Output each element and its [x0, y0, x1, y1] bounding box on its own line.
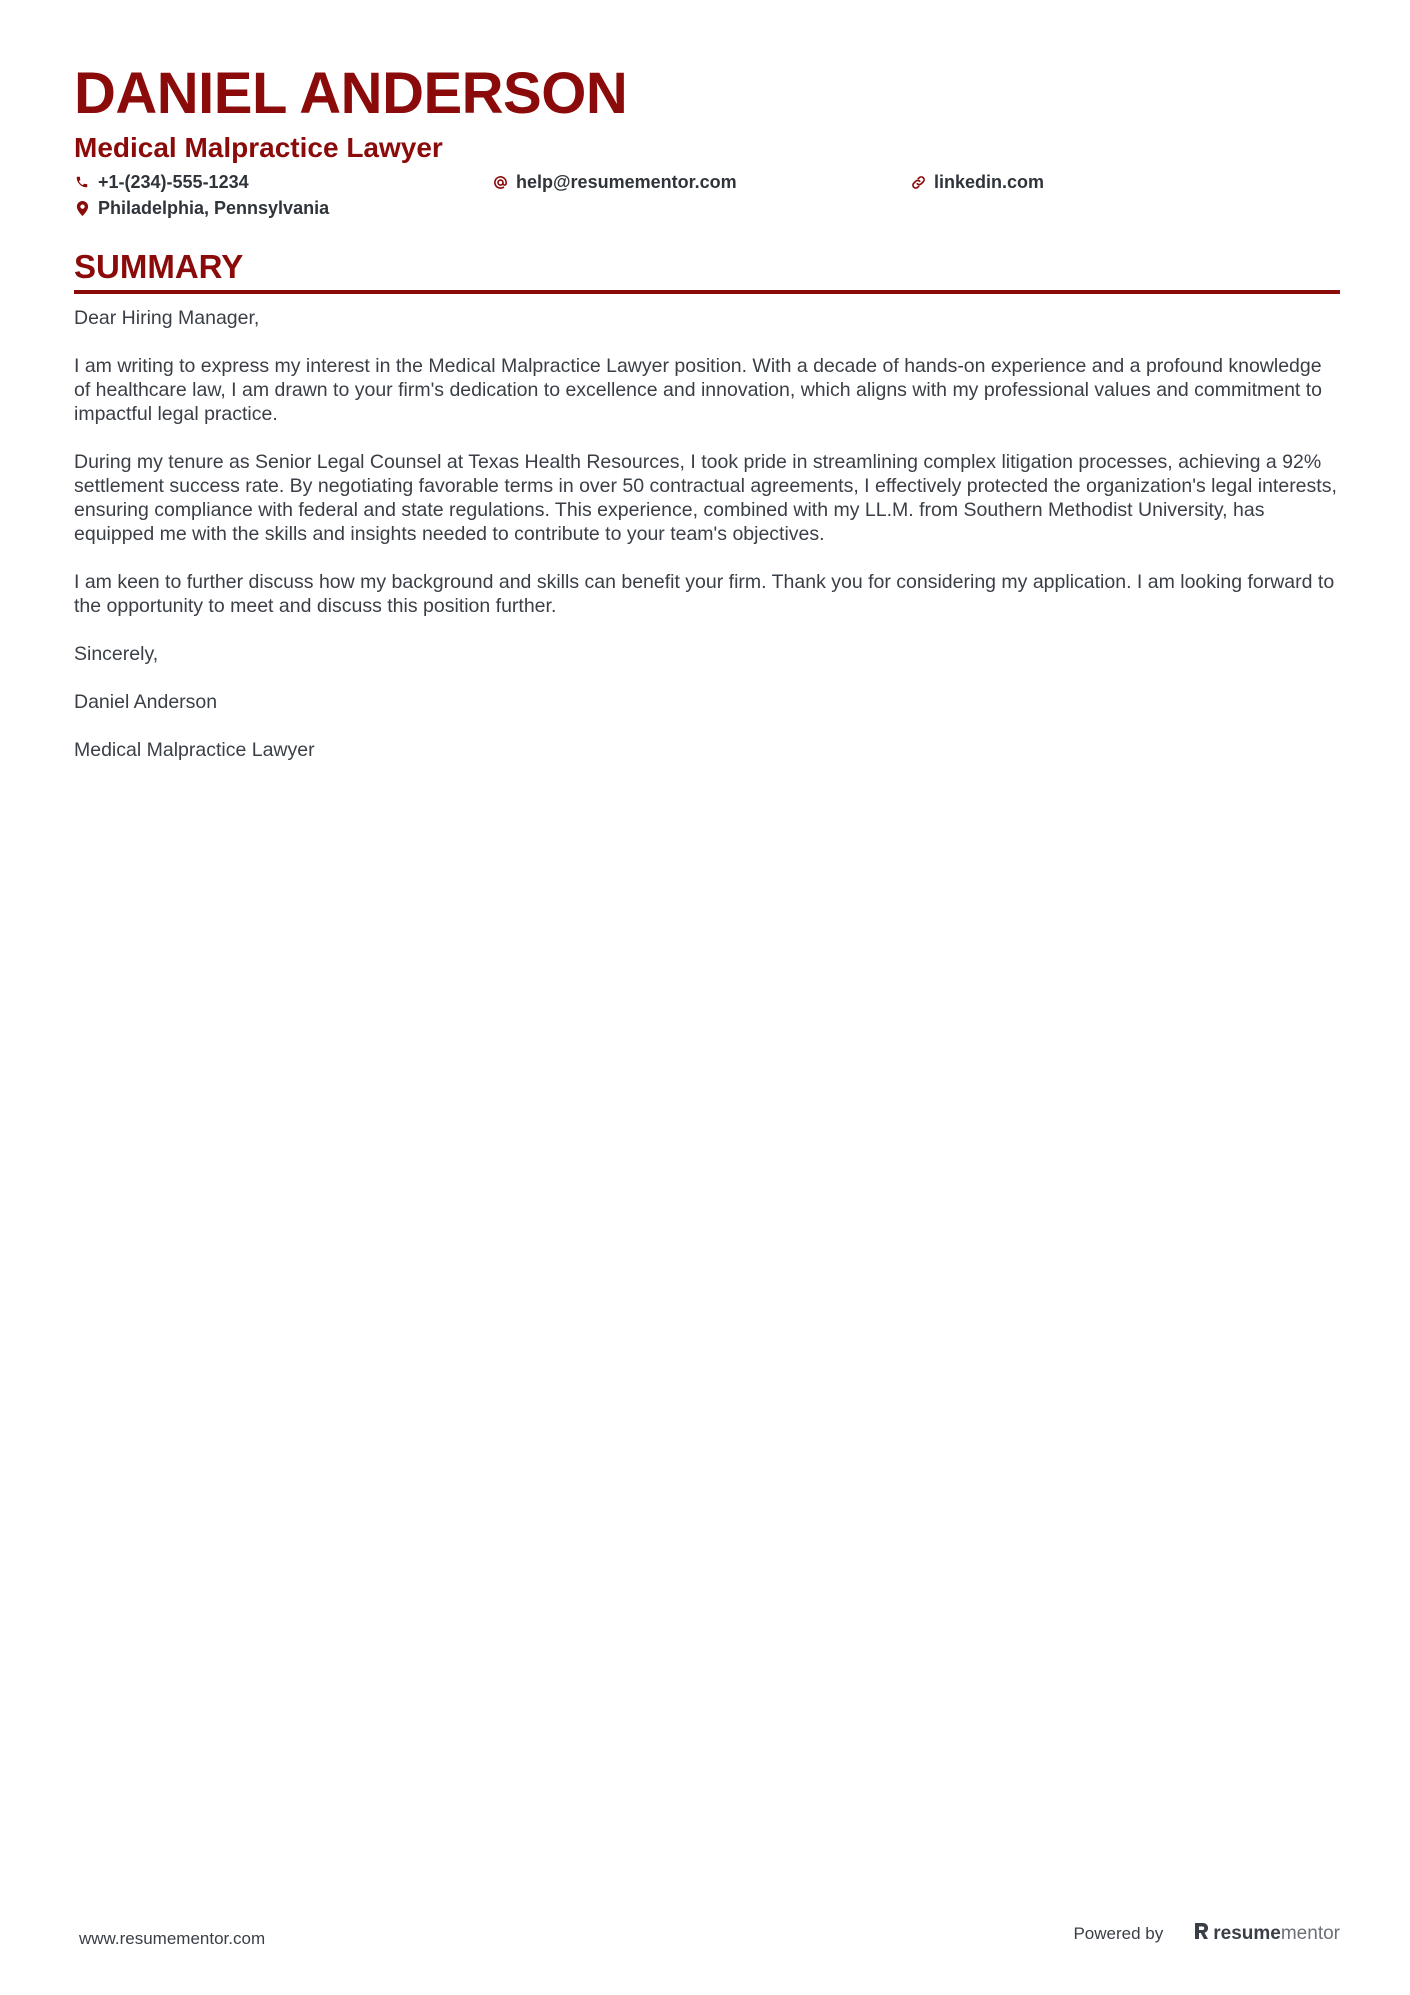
signature-name: Daniel Anderson	[74, 691, 218, 713]
candidate-name: DANIEL ANDERSON	[74, 61, 628, 126]
phone-text[interactable]: +1-(234)-555-1234	[98, 172, 249, 192]
letter-paragraph: During my tenure as Senior Legal Counsel at Texas Health Resources, I took pride in streamlining complex litigation processes, achieving a 92% settlement success rate. By negotiating favorable terms in over 50 contractual agreements, I effectively protected the organization's legal interests, ensuring compliance with federal and state regulations. This experience, combined with my LL.M. from Southern Methodist University, has equipped me with the skills and insights needed to contribute to your team's objectives.	[74, 451, 1337, 545]
at-icon	[492, 174, 508, 190]
footer-website[interactable]: www.resumementor.com	[79, 1929, 266, 1948]
linkedin-text[interactable]: linkedin.com	[934, 172, 1045, 192]
brand-text-bold: resume	[1213, 1923, 1281, 1944]
brand-text-light: mentor	[1280, 1923, 1340, 1944]
footer-branding	[1073, 1922, 1340, 1946]
salutation: Dear Hiring Manager,	[74, 307, 260, 329]
brand-logo[interactable]	[1193, 1922, 1340, 1946]
summary-heading: SUMMARY	[74, 248, 244, 285]
powered-by-label: Powered by	[1073, 1924, 1164, 1943]
contact-phone	[74, 172, 492, 192]
location-text: Philadelphia, Pennsylvania	[98, 198, 330, 218]
resumementor-logo-icon	[1193, 1922, 1209, 1946]
cover-letter-body	[74, 306, 1340, 762]
contact-email	[492, 172, 910, 192]
closing: Sincerely,	[74, 643, 159, 665]
phone-icon	[74, 174, 90, 190]
contact-linkedin	[910, 172, 1328, 192]
link-icon	[910, 174, 926, 190]
contact-location	[74, 198, 492, 218]
signature-title: Medical Malpractice Lawyer	[74, 739, 315, 761]
candidate-role: Medical Malpractice Lawyer	[74, 132, 443, 163]
section-divider	[74, 290, 1340, 294]
resume-page	[74, 58, 1340, 786]
contact-info	[74, 172, 1340, 218]
email-text[interactable]: help@resumementor.com	[516, 172, 737, 192]
letter-paragraph: I am keen to further discuss how my background and skills can benefit your firm. Thank you for considering my application. I am looking forward to the opportunity to meet and discuss this position further.	[74, 571, 1335, 617]
letter-paragraph: I am writing to express my interest in the Medical Malpractice Lawyer position. With a decade of hands-on experience and a profound knowledge of healthcare law, I am drawn to your firm's dedication to excellence and innovation, which aligns with my professional values and commitment to impactful legal practice.	[74, 355, 1323, 425]
map-pin-icon	[74, 200, 90, 216]
